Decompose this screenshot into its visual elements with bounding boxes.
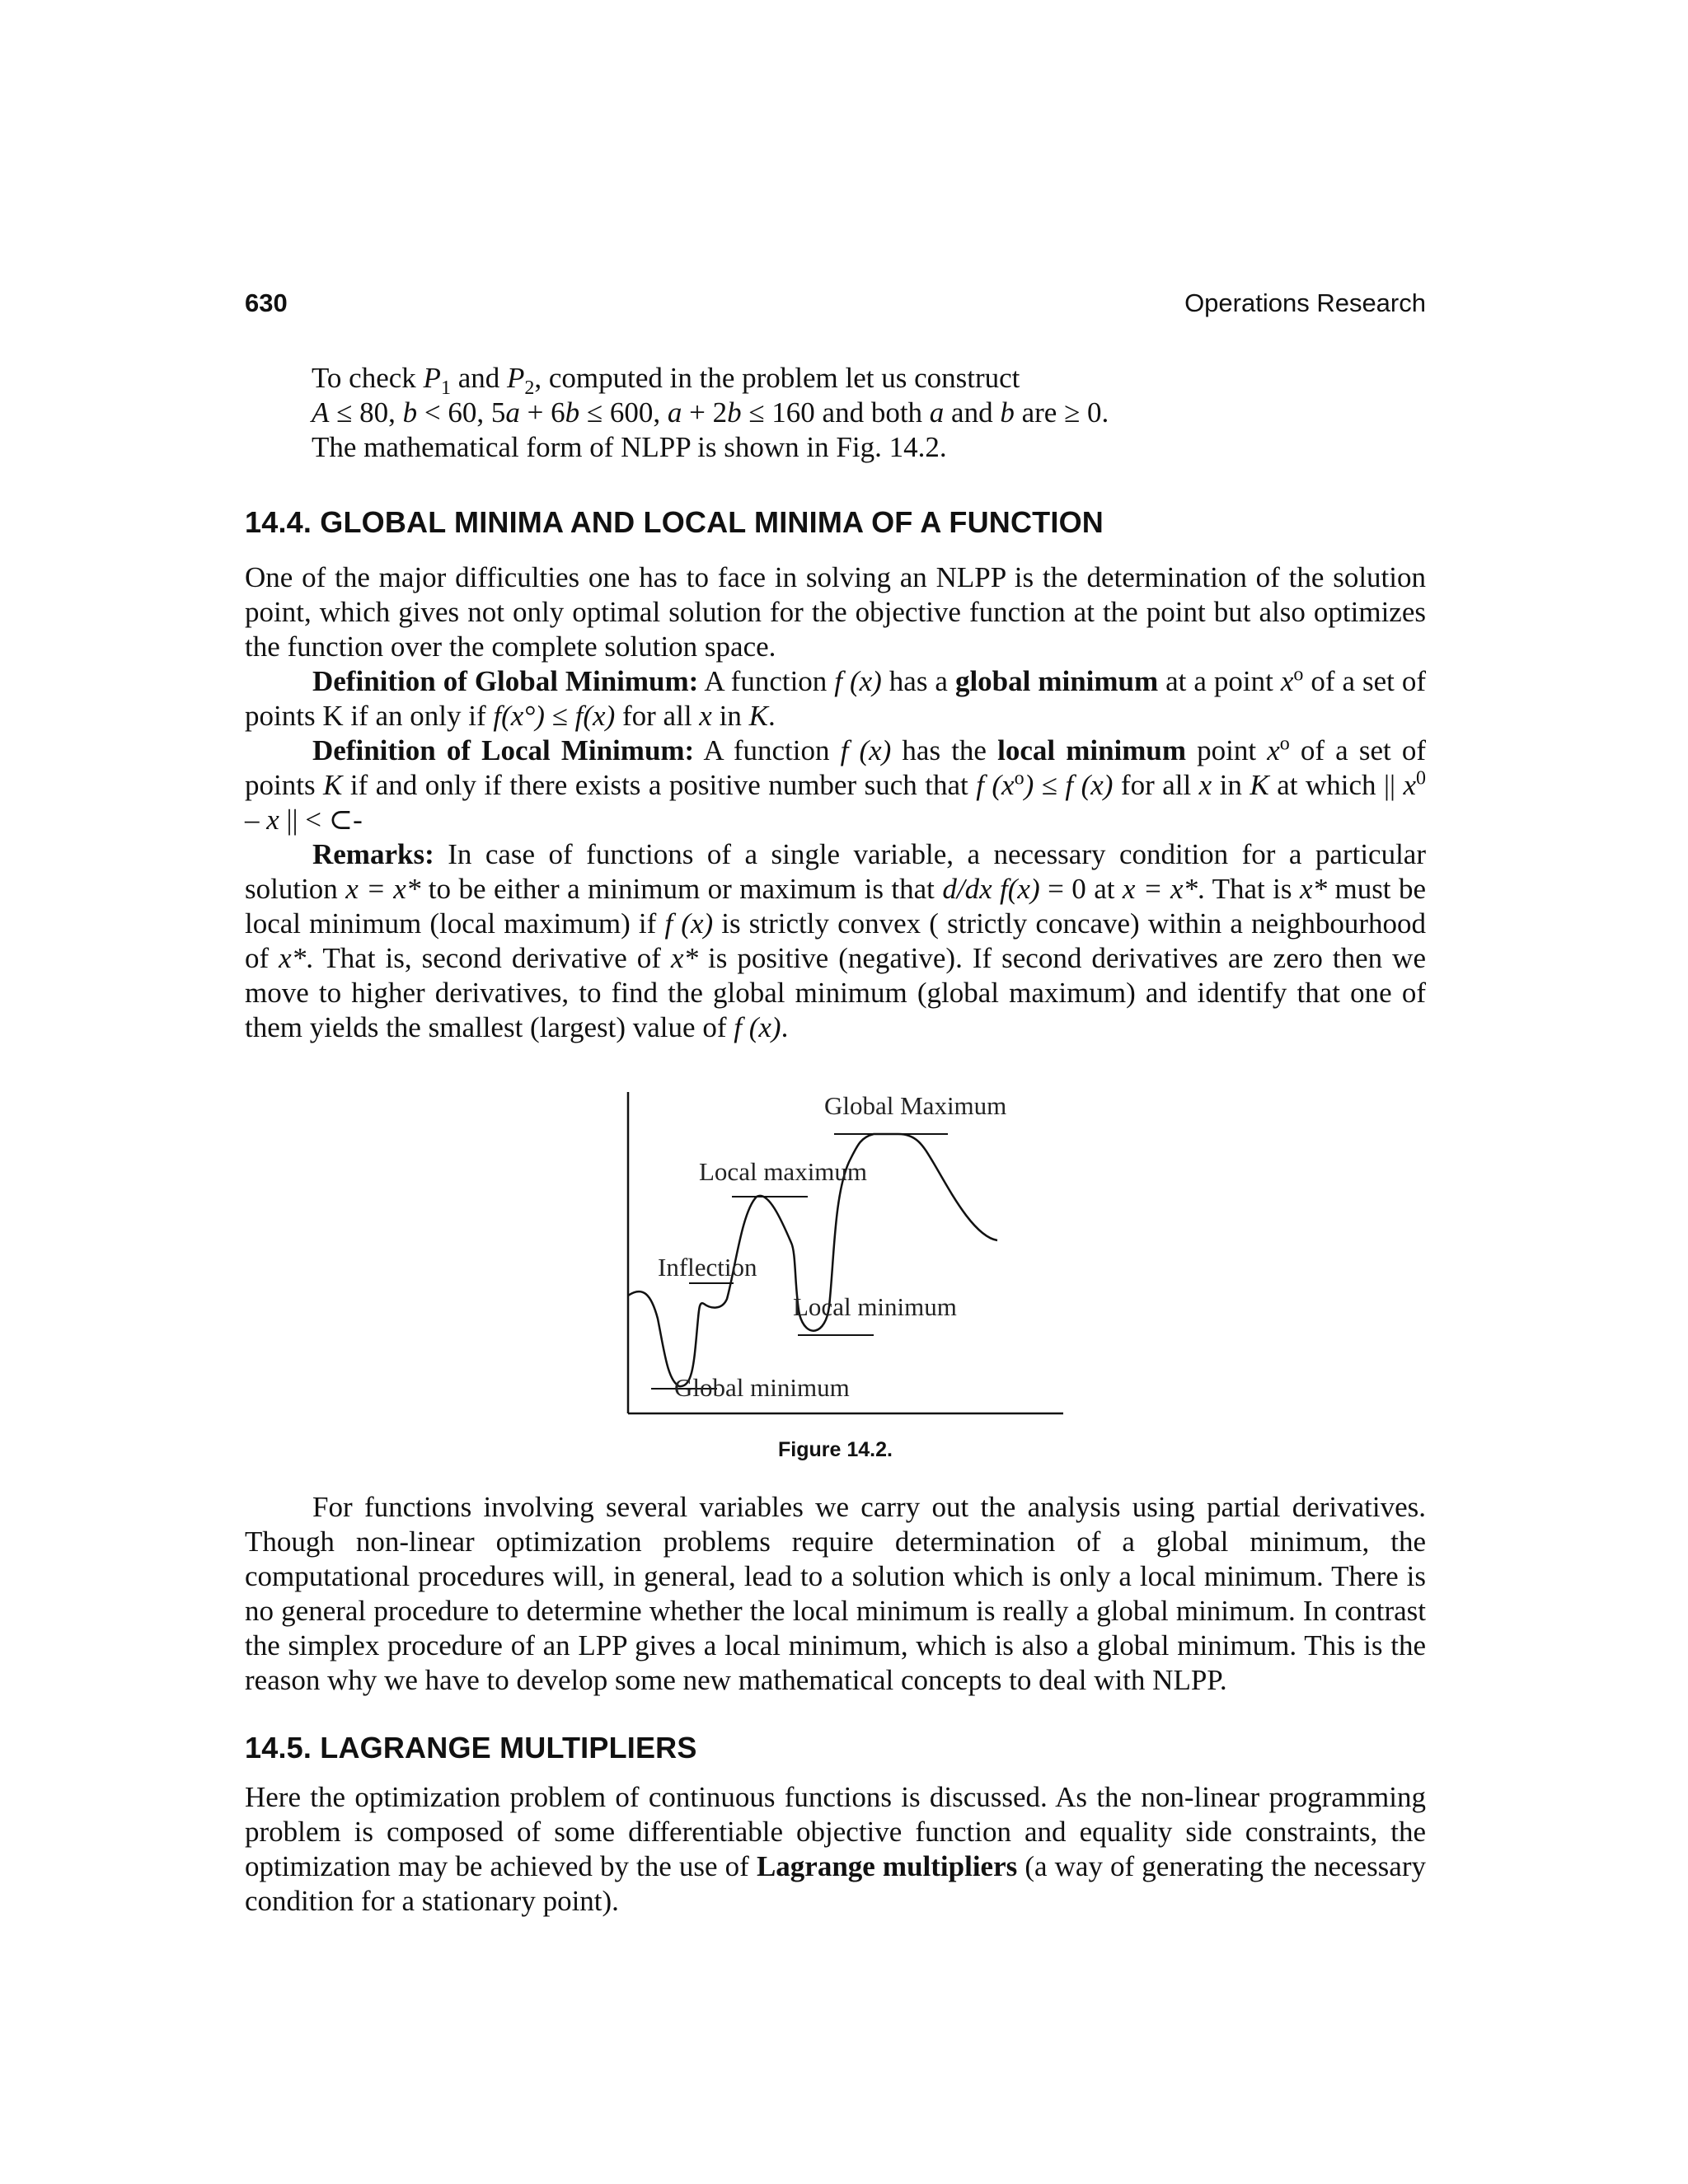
paragraph-lagrange: Here the optimization problem of continuous functions is discussed. As the non-linear programming problem is composed of some differentiable objective function and equality side constraints, the optimization may be achieved by the use of Lagrange multipliers (a way of generating the necessary condition for a stationary point). xyxy=(245,1781,1426,1917)
label-inflection: Inflection xyxy=(658,1253,757,1282)
section-2-body xyxy=(245,1780,1426,1919)
label-global-maximum: Global Maximum xyxy=(824,1091,1007,1120)
section-heading-lagrange-multipliers: 14.5. LAGRANGE MULTIPLIERS xyxy=(245,1731,697,1765)
figure-caption: Figure 14.2. xyxy=(778,1438,893,1461)
label-local-maximum: Local maximum xyxy=(699,1157,868,1186)
figure-global-local-minima xyxy=(610,1080,1071,1434)
paragraph-several-variables: For functions involving several variables we carry out the analysis using partial derivatives. Though non-linear optimization problems require determination of a global minimum, the computational procedures will, in general, lead to a solution which is only a local minimum. There is no general procedure to determine whether the local minimum is really a global minimum. In contrast the simplex procedure of an LPP gives a local minimum, which is also a global minimum. This is the reason why we have to develop some new mathematical concepts to deal with NLPP. xyxy=(245,1491,1426,1696)
remarks-paragraph: Remarks: In case of functions of a single variable, a necessary condition for a particular solution x = x* to be either a minimum or maximum is that d/dx f(x) = 0 at x = x*. That is x* must be local minimum (local maximum) if f (x) is strictly convex ( strictly concave) within a neighbourhood of x*. That is, second derivative of x* is positive (negative). If second derivatives are zero then we move to higher derivatives, to find the global minimum (global maximum) and identify that one of them yields the smallest (largest) value of f (x). xyxy=(245,838,1427,1043)
intro-line-2: A ≤ 80, b < 60, 5a + 6b ≤ 600, a + 2b ≤ 160 and both a and b are ≥ 0. xyxy=(312,396,1109,429)
definition-global-minimum: Definition of Global Minimum: A function f (x) has a global minimum at a point $x^o$ of a set of points K if an only if f(x°) ≤ f(x) for all x in K. xyxy=(245,663,1426,732)
section-1-body xyxy=(245,560,1426,1045)
paragraph-nlpp-difficulty: One of the major difficulties one has to face in solving an NLPP is the determination of the solution point, which gives not only optimal solution for the objective function at the point but also optimizes the function over the complete solution space. xyxy=(245,561,1426,663)
function-curve-diagram xyxy=(610,1080,1071,1434)
label-local-minimum: Local minimum xyxy=(793,1292,957,1321)
page-number: 630 xyxy=(245,288,288,317)
intro-line-3: The mathematical form of NLPP is shown in Fig. 14.2. xyxy=(312,431,947,463)
label-global-minimum: Global minimum xyxy=(674,1373,850,1402)
definition-local-minimum: Definition of Local Minimum: A function f (x) has the local minimum point $x^o$ of a set of points K if and only if there exists a positive number such that f $(x^o) \le f$ (x) for all x in K at which || $x^0$ – x || < ⊂- xyxy=(245,733,1426,836)
page-header xyxy=(245,288,1426,318)
running-head: Operations Research xyxy=(1184,288,1426,317)
intro-block xyxy=(312,361,1426,465)
section-1-continued xyxy=(245,1490,1426,1698)
intro-line-1: To check $P_1$ and $P_2$, computed in the problem let us construct xyxy=(312,362,1020,399)
section-heading-global-minima: 14.4. GLOBAL MINIMA AND LOCAL MINIMA OF A FUNCTION xyxy=(245,505,1104,539)
